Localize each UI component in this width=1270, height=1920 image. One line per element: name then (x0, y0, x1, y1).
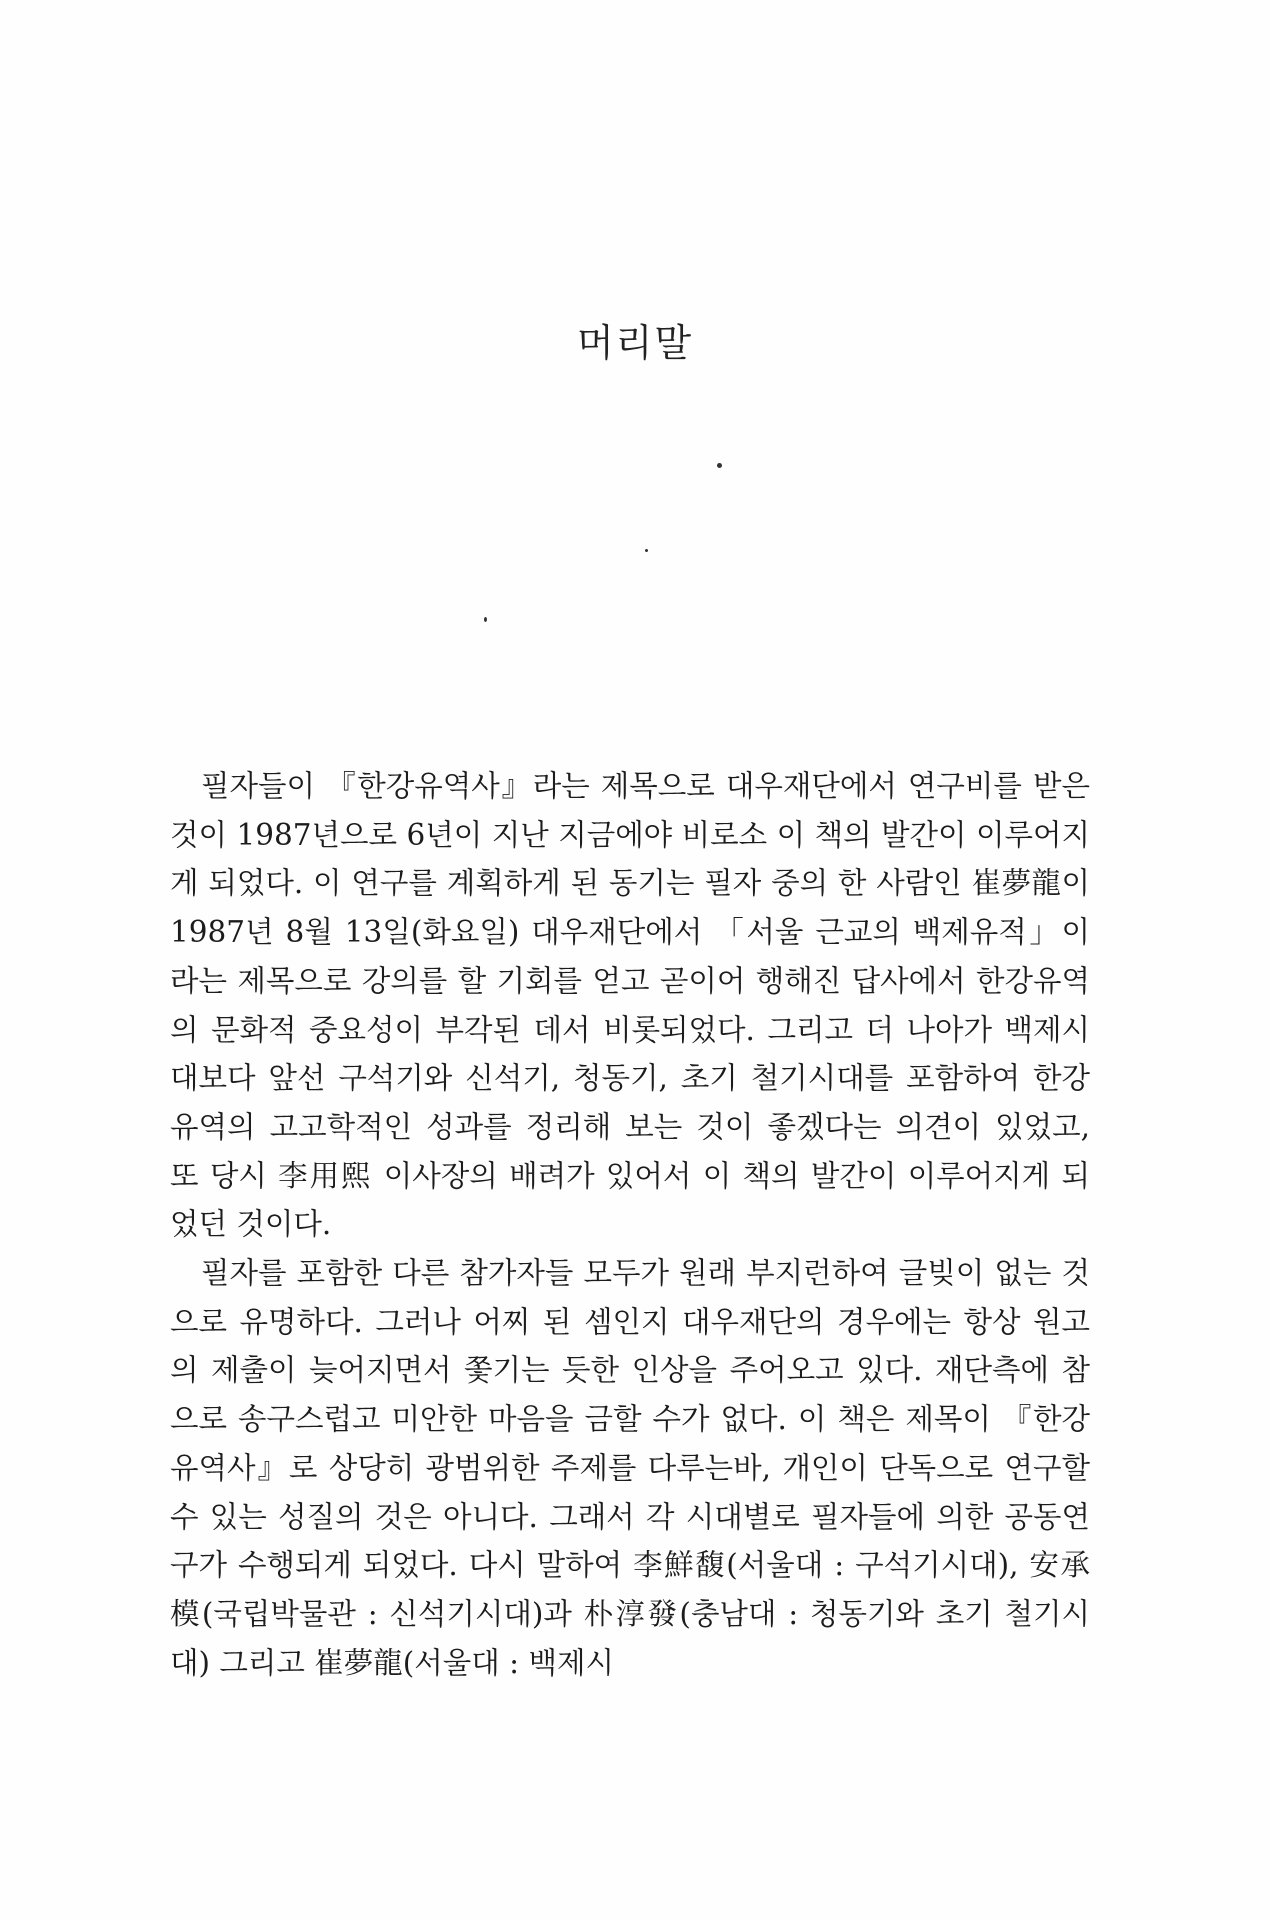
body-text (170, 762, 1090, 1687)
print-speck (645, 549, 648, 552)
paragraph: 필자들이 『한강유역사』라는 제목으로 대우재단에서 연구비를 받은 것이 1987년으로 6년이 지난 지금에야 비로소 이 책의 발간이 이루어지게 되었다. 이 연구를 계획하게 된 동기는 필자 중의 한 사람인 崔夢龍이 1987년 8월 13일(화요일) 대우재단에서 「서울 근교의 백제유적」이라는 제목으로 강의를 할 기회를 얻고 곧이어 행해진 답사에서 한강유역의 문화적 중요성이 부각된 데서 비롯되었다. 그리고 더 나아가 백제시대보다 앞선 구석기와 신석기, 청동기, 초기 철기시대를 포함하여 한강유역의 고고학적인 성과를 정리해 보는 것이 좋겠다는 의견이 있었고, 또 당시 李用熙 이사장의 배려가 있어서 이 책의 발간이 이루어지게 되었던 것이다. (170, 769, 1090, 1242)
print-speck (484, 617, 487, 622)
paragraph: 필자를 포함한 다른 참가자들 모두가 원래 부지런하여 글빚이 없는 것으로 유명하다. 그러나 어찌 된 셈인지 대우재단의 경우에는 항상 원고의 제출이 늦어지면서 쫓기는 듯한 인상을 주어오고 있다. 재단측에 참으로 송구스럽고 미안한 마음을 금할 수가 없다. 이 책은 제목이 『한강유역사』로 상당히 광범위한 주제를 다루는바, 개인이 단독으로 연구할 수 있는 성질의 것은 아니다. 그래서 각 시대별로 필자들에 의한 공동연구가 수행되게 되었다. 다시 말하여 李鮮馥(서울대 : 구석기시대), 安承模(국립박물관 : 신석기시대)과 朴淳發(충남대 : 청동기와 초기 철기시대) 그리고 崔夢龍(서울대 : 백제시 (170, 1256, 1090, 1680)
page-title: 머리말 (576, 321, 694, 365)
print-speck (717, 463, 722, 468)
